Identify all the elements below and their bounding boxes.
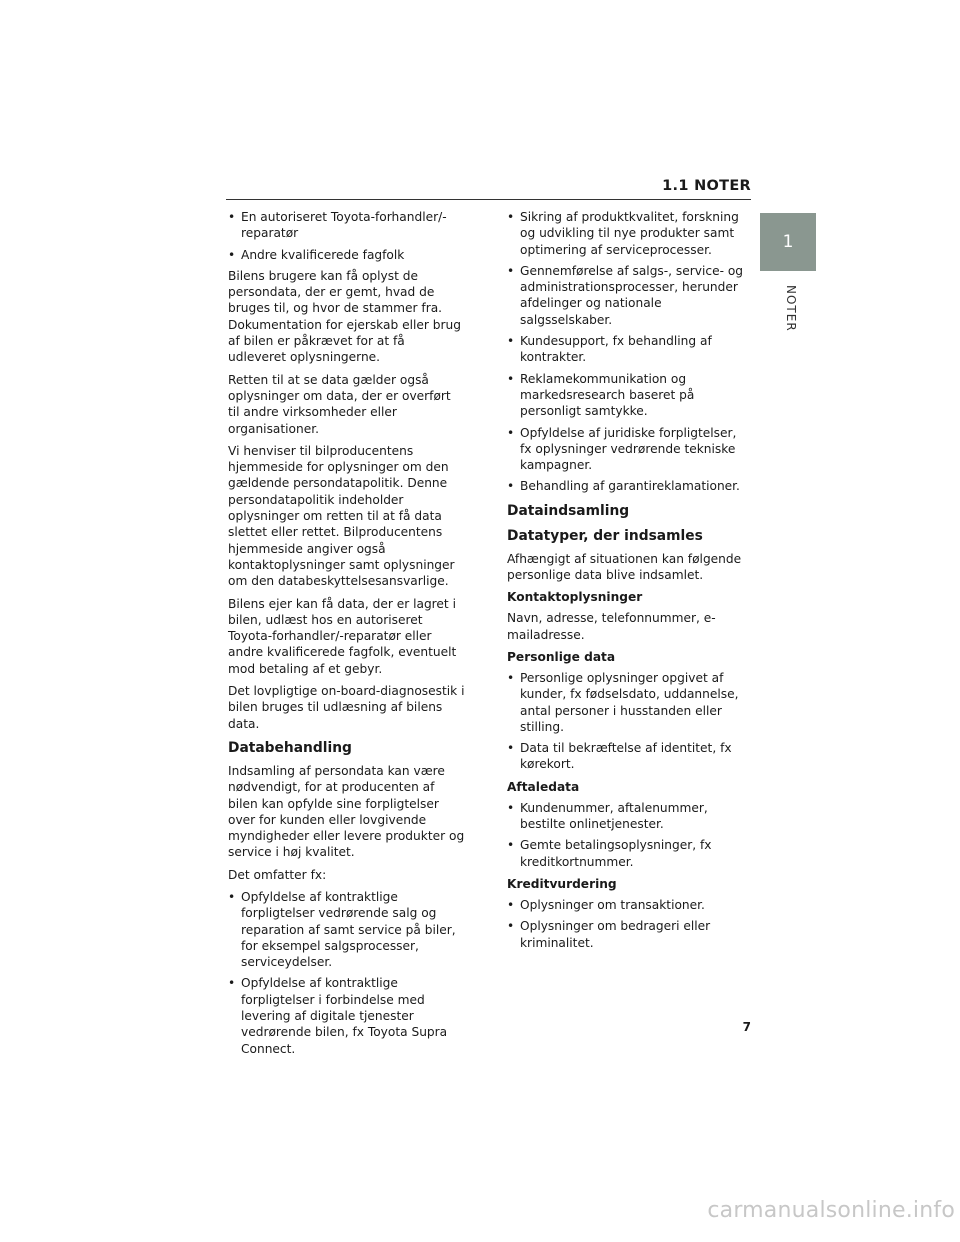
list-item: • Andre kvalificerede fagfolk (228, 247, 466, 263)
paragraph: Det omfatter fx: (228, 867, 327, 882)
subheading-kontakt: Kontaktoplysninger (507, 590, 643, 605)
paragraph: Indsamling af persondata kan være nødvendigt, for at producenten af bilen kan opfylde sine forpligtelser over for kunden eller lovgivende myndigheder eller levere produkter og service i høj kvalitet. (228, 763, 465, 860)
paragraph: Retten til at se data gælder også oplysninger om data, der er overført til andre virksomheder eller organisationer. (228, 372, 451, 436)
list-item: • Gennemførelse af salgs-, service- og administrationsprocesser, herunder afdelinger og nationale salgsselskaber. (507, 263, 745, 328)
subheading-personlige: Personlige data (507, 649, 616, 664)
list-item: • Data til bekræftelse af identitet, fx kørekort. (507, 740, 745, 773)
paragraph: Bilens ejer kan få data, der er lagret i bilen, udlæst hos en autoriseret Toyota-forhandler/-reparatør eller andre kvalificerede fagfolk, eventuelt mod betaling af et gebyr. (228, 596, 457, 676)
watermark: carmanualsonline.info (707, 1198, 955, 1223)
heading-dataindsamling: Dataindsamling (507, 502, 630, 519)
paragraph: Det lovpligtige on-board-diagnosestik i bilen bruges til udlæsning af bilens data. (228, 684, 465, 731)
list-item: • Oplysninger om bedrageri eller kriminalitet. (507, 918, 745, 951)
list-item: • Kundenummer, aftalenummer, bestilte onlinetjenester. (507, 800, 745, 833)
right-column (507, 209, 745, 956)
left-column (228, 209, 466, 1062)
subheading-aftale: Aftaledata (507, 779, 580, 794)
paragraph: Bilens brugere kan få oplyst de persondata, der er gemt, hvad de bruges til, og hvor de stammer fra. Dokumentation for ejerskab eller brug af bilen er påkrævet for at få udleveret oplysningerne. (228, 268, 461, 365)
chapter-tab[interactable] (760, 213, 816, 271)
list-item: • Kundesupport, fx behandling af kontrakter. (507, 333, 745, 366)
list-item: • Opfyldelse af kontraktlige forpligtelser vedrørende salg og reparation af samt service på biler, for eksempel salgsprocesser, serviceydelser. (228, 889, 466, 970)
heading-databehandling: Databehandling (228, 739, 352, 756)
paragraph: Vi henviser til bilproducentens hjemmeside for oplysninger om den gældende persondatapolitik. Denne persondatapolitik indeholder oplysninger om retten til at få data slettet eller rettet. Bilproducentens hjemmeside angiver også kontaktoplysninger samt oplysninger om den databeskyttelsesansvarlige. (228, 443, 455, 589)
section-title: 1.1 NOTER (662, 178, 751, 194)
list-item: • Opfyldelse af kontraktlige forpligtelser i forbindelse med levering af digitale tjenester vedrørende bilen, fx Toyota Supra Connect. (228, 975, 466, 1056)
list-item: • Sikring af produktkvalitet, forskning og udvikling til nye produkter samt optimering af serviceprocesser. (507, 209, 745, 258)
header-divider (226, 199, 751, 200)
list-item: • Oplysninger om transaktioner. (507, 897, 745, 913)
list-item: • Gemte betalingsoplysninger, fx kreditkortnummer. (507, 837, 745, 870)
chapter-number: 1 (782, 232, 794, 252)
chapter-label: NOTER (784, 285, 798, 332)
list-item: • Personlige oplysninger opgivet af kunder, fx fødselsdato, uddannelse, antal personer i husstanden eller stilling. (507, 670, 745, 735)
list-item: • Opfyldelse af juridiske forpligtelser, fx oplysninger vedrørende tekniske kampagner. (507, 425, 745, 474)
list-item: • Behandling af garantireklamationer. (507, 478, 745, 494)
list-item: • En autoriseret Toyota-forhandler/-reparatør (228, 209, 466, 242)
paragraph: Navn, adresse, telefonnummer, e-mailadresse. (507, 611, 716, 642)
heading-datatyper: Datatyper, der indsamles (507, 527, 703, 544)
paragraph: Afhængigt af situationen kan følgende personlige data blive indsamlet. (507, 551, 742, 583)
subheading-kredit: Kreditvurdering (507, 876, 617, 891)
list-item: • Reklamekommunikation og markedsresearch baseret på personligt samtykke. (507, 371, 745, 420)
page-number: 7 (742, 1020, 751, 1034)
